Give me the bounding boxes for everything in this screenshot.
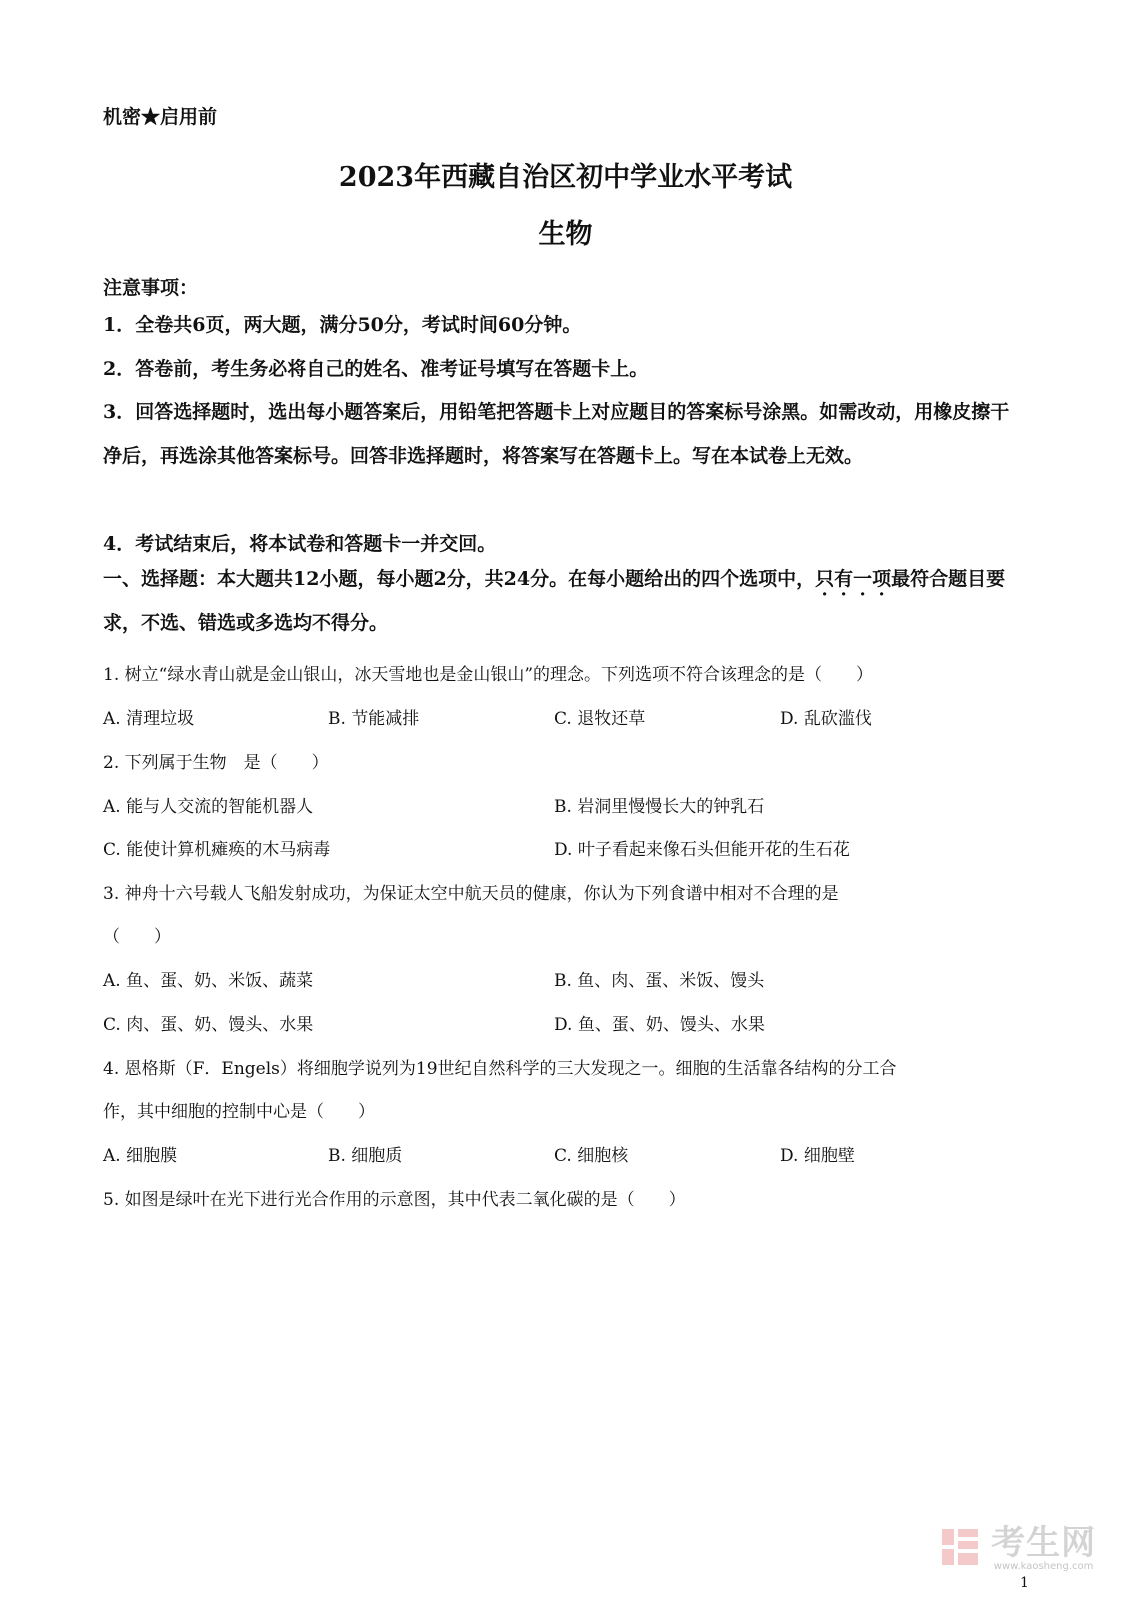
exam-title: 2023年西藏自治区初中学业水平考试 xyxy=(338,162,793,193)
question-1-stem: 1. 树立“绿水青山就是金山银山，冰天雪地也是金山银山”的理念。下列选项不符合该理念的是（ ） xyxy=(103,665,874,685)
watermark-url: www.kaosheng.com xyxy=(993,1561,1094,1572)
question-2-option-a: A. 能与人交流的智能机器人 xyxy=(103,797,314,817)
note-item-1: 1．全卷共6页，两大题，满分50分，考试时间60分钟。 xyxy=(103,314,582,336)
question-1-option-b: B. 节能减排 xyxy=(328,709,420,729)
confidential-label: 机密★启用前 xyxy=(103,106,218,128)
question-4-stem-cont: 作，其中细胞的控制中心是（ ） xyxy=(103,1102,375,1122)
question-5-stem: 5. 如图是绿叶在光下进行光合作用的示意图，其中代表二氧化碳的是（ ） xyxy=(103,1190,686,1210)
question-2-option-b: B. 岩洞里慢慢长大的钟乳石 xyxy=(554,797,765,817)
question-3-stem: 3. 神舟十六号载人飞船发射成功，为保证太空中航天员的健康，你认为下列食谱中相对不合理的是 xyxy=(103,884,839,904)
question-2-stem: 2. 下列属于生物 是（ ） xyxy=(103,753,329,773)
question-1-option-c: C. 退牧还草 xyxy=(554,709,646,729)
question-3-option-b: B. 鱼、肉、蛋、米饭、馒头 xyxy=(554,971,765,991)
question-1-option-d: D. 乱砍滥伐 xyxy=(780,709,872,729)
question-3-option-a: A. 鱼、蛋、奶、米饭、蔬菜 xyxy=(103,971,314,991)
question-1-option-a: A. 清理垃圾 xyxy=(103,709,195,729)
watermark-brand: 考生网 xyxy=(991,1523,1097,1563)
question-4-option-a: A. 细胞膜 xyxy=(103,1146,178,1166)
emphasis-char: 只 xyxy=(815,568,835,590)
kaosheng-logo-icon xyxy=(940,1527,980,1571)
question-3-option-c: C. 肉、蛋、奶、馒头、水果 xyxy=(103,1015,314,1035)
question-3-option-d: D. 鱼、蛋、奶、馒头、水果 xyxy=(554,1015,765,1035)
section-instruction xyxy=(103,557,1023,645)
question-2-option-c: C. 能使计算机瘫痪的木马病毒 xyxy=(103,840,331,860)
question-4-option-c: C. 细胞核 xyxy=(554,1146,629,1166)
instruction-text-1: 一、选择题：本大题共12小题，每小题2分，共24分。在每小题给出的四个选项中， xyxy=(103,568,816,590)
note-item-2: 2．答卷前，考生务必将自己的姓名、准考证号填写在答题卡上。 xyxy=(103,358,649,380)
note-item-4: 4．考试结束后，将本试卷和答题卡一并交回。 xyxy=(103,533,497,555)
question-3-stem-cont: （ ） xyxy=(103,927,171,947)
question-4-stem: 4. 恩格斯（F．Engels）将细胞学说列为19世纪自然科学的三大发现之一。细胞的生活靠各结构的分工合 xyxy=(103,1059,897,1079)
subject-title: 生物 xyxy=(538,219,593,250)
question-4-option-d: D. 细胞壁 xyxy=(780,1146,855,1166)
watermark xyxy=(940,1525,1096,1573)
page-number: 1 xyxy=(1020,1575,1029,1591)
question-2-option-d: D. 叶子看起来像石头但能开花的生石花 xyxy=(554,840,850,860)
question-4-option-b: B. 细胞质 xyxy=(328,1146,403,1166)
notes-heading: 注意事项： xyxy=(103,277,199,299)
emphasis-char: 有 xyxy=(834,568,854,590)
watermark-text-block xyxy=(991,1525,1096,1573)
emphasis-char: 一 xyxy=(853,568,873,590)
instruction-text-2: 最符合题目要求，不选、错选或多选均不得分。 xyxy=(103,568,1006,634)
emphasis-char: 项 xyxy=(872,568,892,590)
note-item-3: 3．回答选择题时，选出每小题答案后，用铅笔把答题卡上对应题目的答案标号涂黑。如需改动，用橡皮擦干净后，再选涂其他答案标号。回答非选择题时，将答案写在答题卡上。写在本试卷上无效。 xyxy=(103,401,1010,467)
